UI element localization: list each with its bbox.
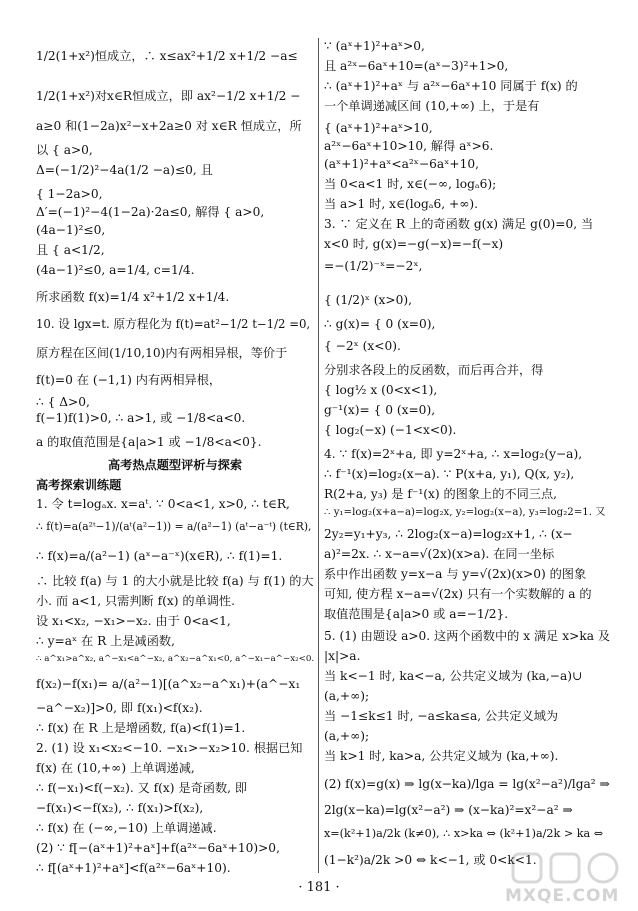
- text-line: f(−1)f(1)>0, ∴ a>1, 或 −1/8<a<0.: [36, 411, 246, 425]
- text-line: ∴ f⁻¹(x)=log₂(x−a). ∵ P(x+a, y₁), Q(x, y₂),: [324, 467, 575, 481]
- text-line: (2) f(x)=g(x) ⇒ lg(x−ka)/lga = lg(x²−a²)/lga² ⇒: [324, 777, 610, 791]
- text-line: 当 −1≤k≤1 时, −a≤ka≤a, 公共定义域为: [324, 709, 559, 723]
- text-line: 一个单调递减区间 (10,+∞) 上，于是有: [324, 99, 540, 113]
- text-line: (1−k²)a/2k >0 ⇔ k<−1, 或 0<k<1.: [324, 853, 537, 867]
- text-line: x<0 时, g(x)=−g(−x)=−f(−x): [324, 237, 504, 251]
- text-line: { log½ x (0<x<1),: [324, 383, 438, 397]
- text-line: (2) ∵ f[−(aˣ+1)²+aˣ]+f(a²ˣ−6aˣ+10)>0,: [36, 841, 280, 855]
- text-line: Δ=(−1/2)²−4a(1/2 −a)≤0, 且: [36, 163, 213, 177]
- text-line: ∴ y=aˣ 在 R 上是减函数,: [36, 634, 175, 648]
- text-line: ∴ f(−x₁)<f(−x₂). 又 f(x) 是奇函数, 即: [36, 781, 248, 795]
- text-line: 以 { a>0,: [36, 143, 93, 157]
- text-line: 10. 设 lgx=t. 原方程化为 f(t)=at²−1/2 t−1/2 =0,: [36, 317, 311, 331]
- text-line: −a^−x₂)]>0, 即 f(x₁)<f(x₂).: [36, 701, 203, 715]
- text-line: Δ′=(−1)²−4(1−2a)·2a≤0, 解得 { a>0,: [36, 205, 265, 219]
- text-line: 2lg(x−ka)=lg(x²−a²) ⇒ (x−ka)²=x²−a² ⇒: [324, 803, 573, 817]
- text-line: (4a−1)²≤0, a=1/4, c=1/4.: [36, 263, 195, 277]
- text-line: 原方程在区间(1/10,10)内有两相异根，等价于: [36, 346, 288, 360]
- text-line: 且 a²ˣ−6aˣ+10=(aˣ−3)²+1>0,: [324, 59, 509, 73]
- text-line: 设 x₁<x₂, −x₁>−x₂. 由于 0<a<1,: [36, 614, 231, 628]
- text-line: ∴ f(x)=a/(a²−1) (aˣ−a⁻ˣ)(x∈R), ∴ f(1)=1.: [36, 549, 283, 563]
- text-line: f(x) 在 (10,+∞) 上单调递减,: [36, 761, 195, 775]
- text-line: 当 0<a<1 时, x∈(−∞, logₐ6);: [324, 177, 497, 191]
- watermark-text: MXQE.COM: [505, 886, 620, 906]
- text-line: ∵ (aˣ+1)²+aˣ>0,: [324, 39, 425, 53]
- text-line: 2y₂=y₁+y₃, ∴ 2log₂(x−a)=log₂x+1, ∴ (x−: [324, 527, 573, 541]
- text-line: { log₂(−x) (−1<x<0).: [324, 423, 457, 437]
- column-divider: [318, 38, 319, 873]
- text-line: 1. 令 t=logₐx. x=aᵗ. ∵ 0<a<1, x>0, ∴ t∈R,: [36, 497, 290, 511]
- text-line: −f(x₁)<−f(x₂), ∴ f(x₁)>f(x₂),: [36, 801, 204, 815]
- text-line: x=(k²+1)a/2k (k≠0), ∴ x>ka ⇔ (k²+1)a/2k > ka ⇔: [324, 827, 604, 840]
- text-line: 所求函数 f(x)=1/4 x²+1/2 x+1/4.: [36, 290, 230, 304]
- text-line: ∴ { Δ>0,: [36, 395, 90, 409]
- text-line: =−(1/2)⁻ˣ=−2ˣ,: [324, 259, 423, 273]
- text-line: 取值范围是{a|a>0 或 a=−1/2}.: [324, 607, 509, 621]
- text-line: ∴ 比较 f(a) 与 1 的大小就是比较 f(a) 与 f(1) 的大: [36, 574, 314, 588]
- text-line: |x|>a.: [324, 649, 361, 663]
- page-number: · 181 ·: [298, 880, 340, 895]
- section-heading: 高考热点题型评析与探索: [107, 458, 243, 472]
- text-line: 小. 而 a<1, 只需判断 f(x) 的单调性.: [36, 594, 235, 608]
- text-line: ∴ f[(aˣ+1)²+aˣ]<f(a²ˣ−6aˣ+10).: [36, 861, 231, 875]
- text-line: 5. (1) 由题设 a>0. 这两个函数中的 x 满足 x>ka 及: [324, 629, 611, 643]
- text-line: ∴ y₁=log₂(x+a−a)=log₂x, y₂=log₂(x−a), y₃=log₂2=1. 又: [324, 507, 606, 518]
- text-line: a 的取值范围是{a|a>1 或 −1/8<a<0}.: [36, 435, 262, 449]
- text-line: ∴ g(x)= { 0 (x=0),: [324, 317, 436, 331]
- text-line: ∴ f(t)=a(a²ᵗ−1)/(aᵗ(a²−1)) = a/(a²−1) (aᵗ−a⁻ᵗ) (t∈R),: [36, 520, 312, 533]
- watermark: [505, 850, 623, 905]
- text-line: 且 { a<1/2,: [36, 243, 105, 257]
- text-line: ∴ a^x₁>a^x₂, a^−x₁<a^−x₂, a^x₂−a^x₁<0, a^−x₁−a^−x₂<0.: [36, 654, 315, 664]
- text-line: a)²=2x. ∴ x−a=√(2x)(x>a). 在同一坐标: [324, 547, 555, 561]
- text-line: { (aˣ+1)²+aˣ>10,: [324, 121, 433, 135]
- text-line: g⁻¹(x)= { 0 (x=0),: [324, 403, 436, 417]
- text-line: ∴ f(x) 在 (−∞,−10) 上单调递减.: [36, 821, 217, 835]
- text-line: a≥0 和(1−2a)x²−x+2a≥0 对 x∈R 恒成立，所: [36, 119, 302, 133]
- text-line: { (1/2)ˣ (x>0),: [324, 293, 413, 307]
- text-line: 4. ∵ f(x)=2ˣ+a, 即 y=2ˣ+a, ∴ x=log₂(y−a),: [324, 447, 583, 461]
- text-line: { −2ˣ (x<0).: [324, 339, 401, 353]
- text-line: 系中作出函数 y=x−a 与 y=√(2x)(x>0) 的图象: [324, 567, 587, 581]
- text-line: ∴ (aˣ+1)²+aˣ 与 a²ˣ−6aˣ+10 同属于 f(x) 的: [324, 79, 578, 93]
- text-line: 当 a>1 时, x∈(logₐ6, +∞).: [324, 197, 478, 211]
- text-line: 可知, 使方程 x−a=√(2x) 只有一个实数解的 a 的: [324, 587, 592, 601]
- text-line: f(x₂)−f(x₁)= a/(a²−1)[(a^x₂−a^x₁)+(a^−x₁: [36, 677, 301, 691]
- text-line: R(2+a, y₃) 是 f⁻¹(x) 的图象上的不同三点,: [324, 487, 558, 501]
- text-line: { 1−2a>0,: [36, 187, 103, 201]
- text-line: (4a−1)²≤0,: [36, 223, 106, 237]
- text-line: (aˣ+1)²+aˣ<a²ˣ−6aˣ+10,: [324, 157, 479, 171]
- text-line: ∴ f(x) 在 R 上是增函数, f(a)<f(1)=1.: [36, 721, 246, 735]
- text-line: 3. ∵ 定义在 R 上的奇函数 g(x) 满足 g(0)=0, 当: [324, 217, 594, 231]
- watermark-logo-icon: [511, 850, 619, 886]
- text-line: (a,+∞);: [324, 729, 370, 743]
- subsection-heading: 高考探索训练题: [36, 478, 122, 492]
- text-line: (a,+∞);: [324, 689, 370, 703]
- text-line: 2. (1) 设 x₁<x₂<−10. −x₁>−x₂>10. 根据已知: [36, 741, 303, 755]
- text-line: 当 k>1 时, ka>a, 公共定义域为 (ka,+∞).: [324, 749, 559, 763]
- text-line: 当 k<−1 时, ka<−a, 公共定义域为 (ka,−a)∪: [324, 669, 583, 683]
- text-line: 1/2(1+x²)恒成立，∴ x≤ax²+1/2 x+1/2 −a≤: [36, 49, 298, 63]
- text-line: 分别求各段上的反函数，而后再合并，得: [324, 363, 544, 377]
- text-line: a²ˣ−6aˣ+10>10, 解得 aˣ>6.: [324, 139, 494, 153]
- text-line: f(t)=0 在 (−1,1) 内有两相异根，: [36, 373, 222, 387]
- text-line: 1/2(1+x²)对x∈R恒成立，即 ax²−1/2 x+1/2 −: [36, 89, 301, 103]
